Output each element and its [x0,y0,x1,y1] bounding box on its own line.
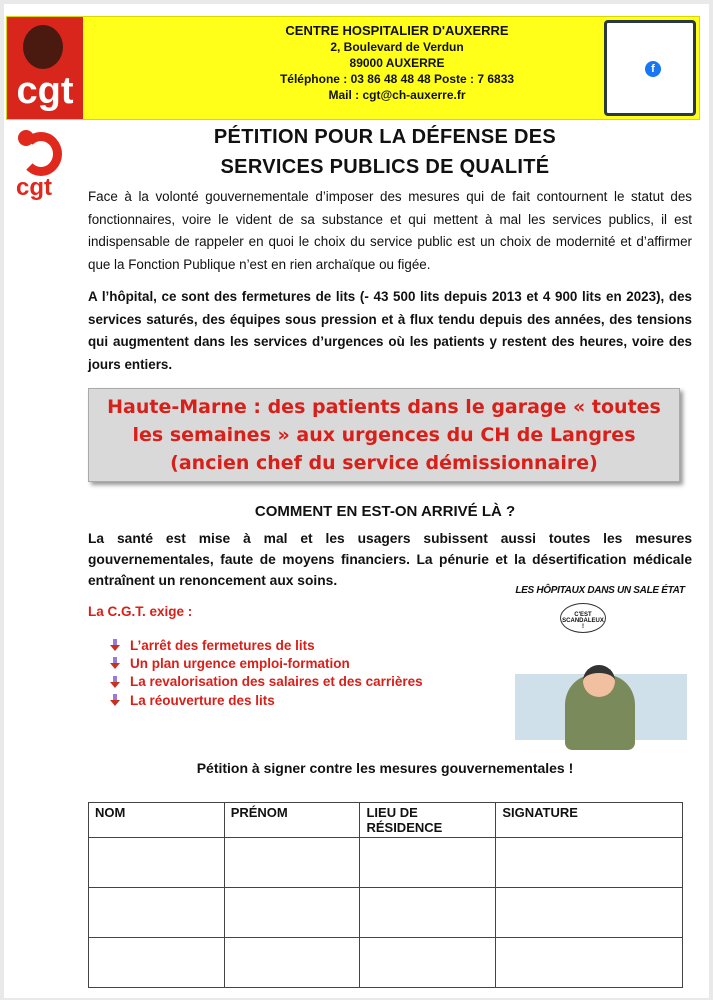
title-line: PÉTITION POUR LA DÉFENSE DES [213,126,557,148]
cgt-logo-secondary [12,128,70,202]
cell[interactable] [496,888,683,938]
list-item [110,636,423,654]
health-paragraph: La santé est mise à mal et les usagers subissent aussi toutes les mesures gouvernementales, faute de moyens financiers. La pénurie et la désertification médicale entraînent un renoncement aux soins. [88,531,692,588]
col-lieu: LIEU DE RÉSIDENCE [360,803,496,838]
arrow-down-icon [110,639,120,651]
phone: Téléphone : 03 86 48 48 48 Poste : 7 6833 [279,72,515,86]
speech-bubble: C'EST SCANDALEUX ! [560,603,606,633]
hospital-paragraph: A l’hôpital, ce sont des fermetures de lits (- 43 500 lits depuis 2013 et 4 900 lits en 2023), des services saturés, des équipes sous pression et à flux tendu depuis des années, des tensions qui augmentent dans les services d’urgences où les patients y restent des heures, voire des jours entiers. [88,289,692,372]
col-signature: SIGNATURE [496,803,683,838]
table-row [89,938,683,988]
logo-text: cgt [16,70,74,112]
cell[interactable] [224,838,360,888]
demands-label: La C.G.T. exige : [88,604,193,619]
cell[interactable] [496,938,683,988]
qr-code[interactable] [604,20,696,116]
section-title: COMMENT EN EST-ON ARRIVÉ LÀ ? [254,503,516,520]
street: 2, Boulevard de Verdun [330,40,464,54]
page-title [100,122,670,182]
cartoon-scene [515,630,687,740]
cell[interactable] [360,838,496,888]
logo2-text: cgt [16,174,52,201]
demand-text: La réouverture des lits [130,692,275,708]
cgt-logo [7,17,83,119]
demand-text: Un plan urgence emploi-formation [130,655,350,671]
col-prenom: PRÉNOM [224,803,360,838]
headline-box: Haute-Marne : des patients dans le garage « toutes les semaines » aux urgences du CH de Langres (ancien chef du service démissionnaire) [88,388,680,482]
flower-icon [18,130,34,146]
cell[interactable] [89,888,225,938]
signature-title: Pétition à signer contre les mesures gouvernementales ! [196,760,574,776]
demands-list [110,636,423,709]
address-block [187,23,607,103]
table-header-row [89,803,683,838]
cartoon-caption: LES HÔPITAUX DANS UN SALE ÉTAT [515,585,685,596]
demand-text: L’arrêt des fermetures de lits [130,637,315,653]
cartoon-illustration [505,585,695,745]
facebook-icon: f [645,61,661,77]
patient-head [583,665,615,697]
cell[interactable] [224,888,360,938]
cell[interactable] [89,938,225,988]
city: 89000 AUXERRE [349,56,445,70]
intro-paragraph: Face à la volonté gouvernementale d’imposer des mesures qui de fait contournent le statut des fonctionnaires, voire le vident de sa substance et qui mettent à mal les services publics, il est indispensable de rappeler en quoi le choix du service public est un choix de modernité et d’affirmer que la Fonction Publique n’est en rien archaïque ou figée. [88,189,692,272]
org-name: CENTRE HOSPITALIER D'AUXERRE [285,23,509,38]
table-row [89,838,683,888]
arrow-down-icon [110,694,120,706]
arrow-down-icon [110,657,120,669]
list-item [110,691,423,709]
letterhead [6,16,700,120]
col-nom: NOM [89,803,225,838]
demand-text: La revalorisation des salaires et des carrières [130,674,423,690]
table-row [89,888,683,938]
signature-table [88,802,683,988]
cell[interactable] [224,938,360,988]
cell[interactable] [360,888,496,938]
list-item [110,673,423,691]
cell[interactable] [496,838,683,888]
cell[interactable] [360,938,496,988]
list-item [110,654,423,672]
arrow-down-icon [110,676,120,688]
title-line: SERVICES PUBLICS DE QUALITÉ [220,156,550,178]
email: Mail : cgt@ch-auxerre.fr [328,88,466,102]
cell[interactable] [89,838,225,888]
portrait-icon [23,25,63,69]
